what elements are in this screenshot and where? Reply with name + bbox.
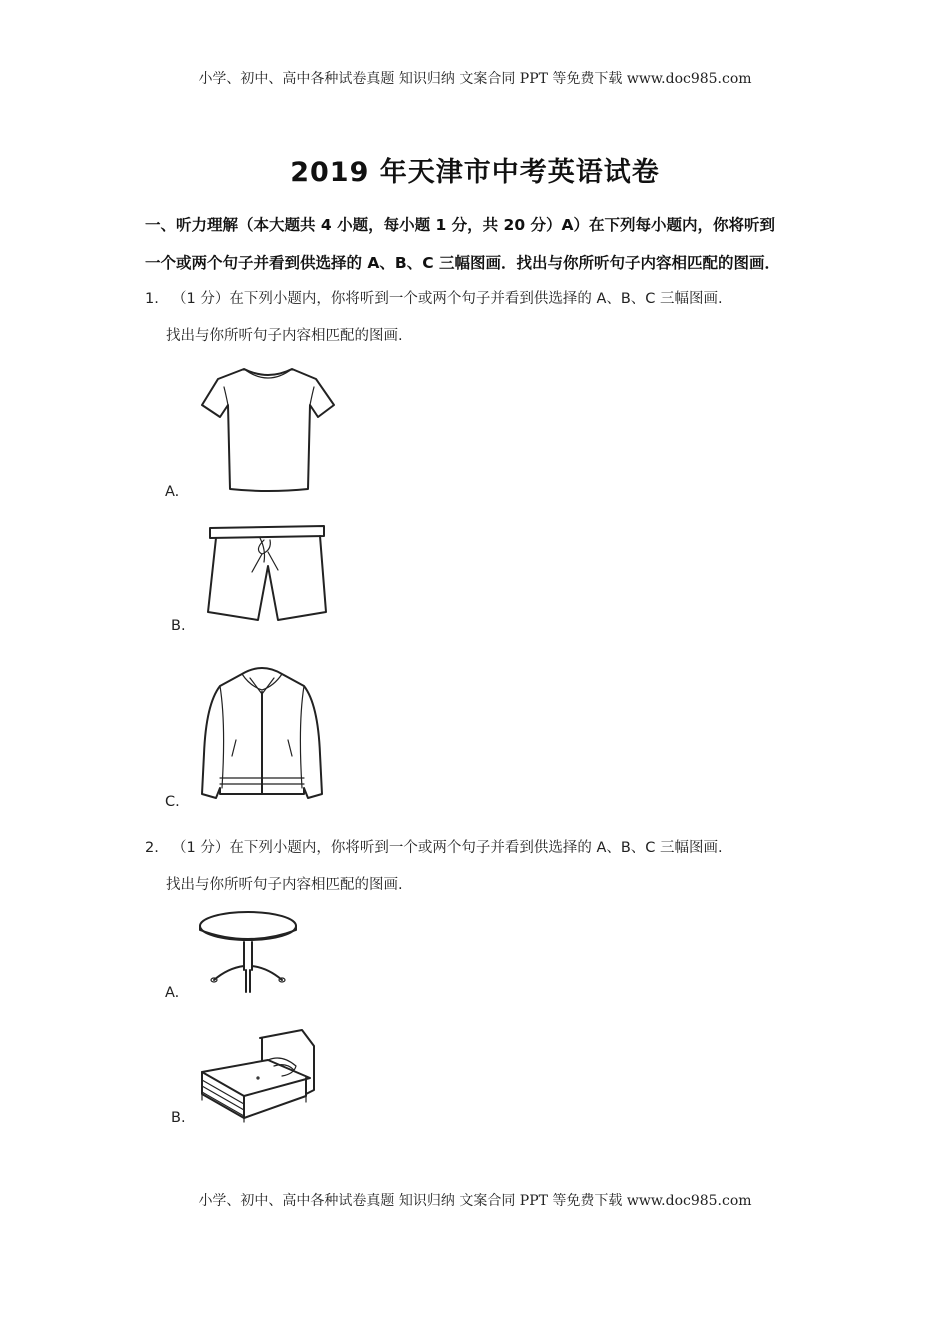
- question-1-option-b-label: B.: [171, 618, 186, 634]
- question-2-option-b-label: B.: [171, 1110, 186, 1126]
- question-1-option-a-label: A.: [165, 484, 180, 500]
- question-2-text-line-1: （1 分）在下列小题内，你将听到一个或两个句子并看到供选择的 A、B、C 三幅图画.: [172, 840, 723, 856]
- section-heading-line-2: 一个或两个句子并看到供选择的 A、B、C 三幅图画．找出与你所听句子内容相匹配的图画．: [145, 254, 780, 272]
- question-2-number: 2.: [145, 840, 159, 856]
- question-1-text-line-1: （1 分）在下列小题内，你将听到一个或两个句子并看到供选择的 A、B、C 三幅图画.: [172, 291, 723, 307]
- page-title: 2019 年天津市中考英语试卷: [290, 157, 660, 188]
- t-shirt-icon[interactable]: [198, 365, 338, 495]
- page-footer: 小学、初中、高中各种试卷真题 知识归纳 文案合同 PPT 等免费下载 www.doc985.com: [198, 1193, 752, 1209]
- question-2-option-a-label: A.: [165, 985, 180, 1001]
- shorts-icon[interactable]: [206, 520, 328, 630]
- question-2-text-line-2: 找出与你所听句子内容相匹配的图画.: [166, 877, 403, 893]
- section-heading-line-1: 一、听力理解（本大题共 4 小题，每小题 1 分，共 20 分）A）在下列每小题内，你将听到: [145, 216, 776, 234]
- page-header: 小学、初中、高中各种试卷真题 知识归纳 文案合同 PPT 等免费下载 www.doc985.com: [198, 71, 752, 87]
- question-1-text-line-2: 找出与你所听句子内容相匹配的图画.: [166, 328, 403, 344]
- jacket-icon[interactable]: [200, 664, 325, 804]
- question-1-option-c-label: C.: [165, 794, 180, 810]
- round-table-icon[interactable]: [198, 908, 298, 994]
- question-1-number: 1.: [145, 291, 159, 307]
- bed-icon[interactable]: [198, 1030, 316, 1122]
